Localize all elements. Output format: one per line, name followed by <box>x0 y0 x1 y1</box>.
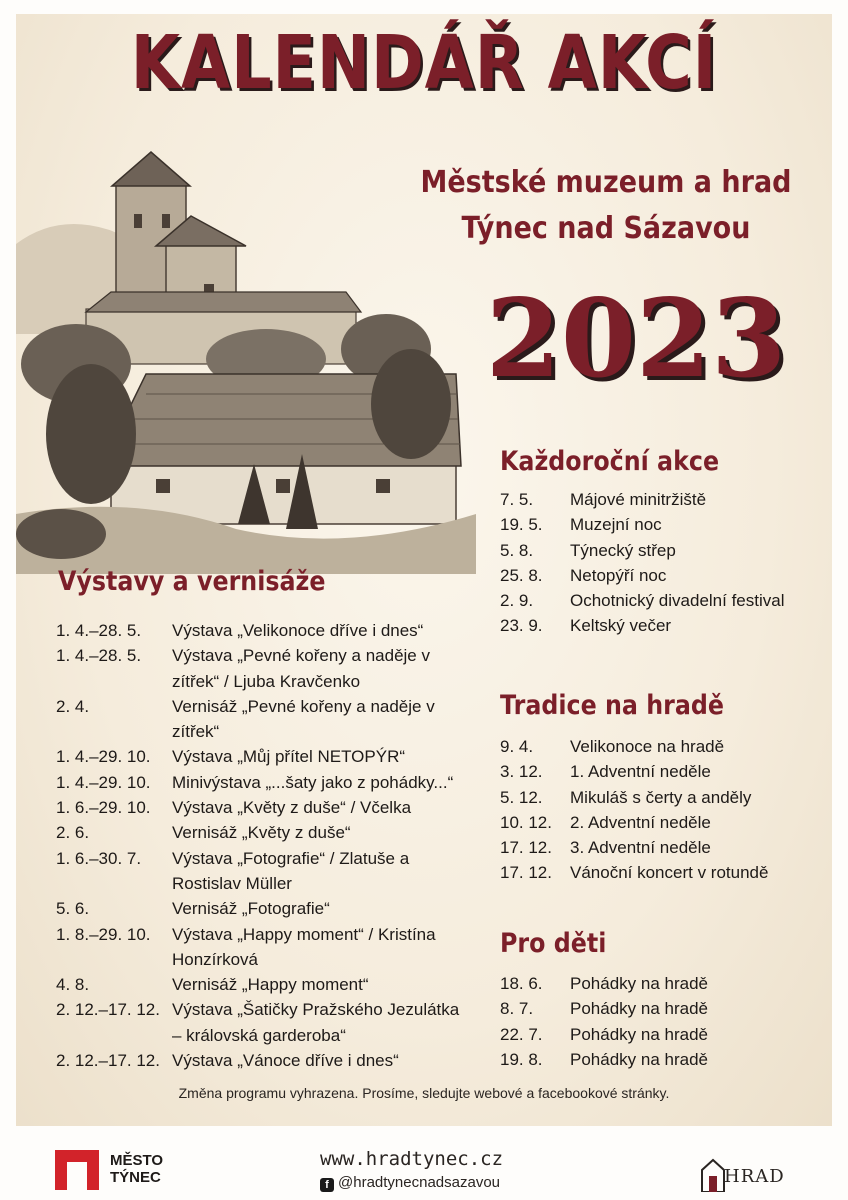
event-title: Vernisáž „Květy z duše“ <box>172 823 351 843</box>
event-date: 10. 12. <box>500 812 552 832</box>
event-date: 4. 8. <box>56 975 90 995</box>
event-row <box>500 487 785 512</box>
event-row <box>500 759 768 784</box>
facebook-link[interactable] <box>320 1174 500 1192</box>
event-title: Pohádky na hradě <box>570 999 708 1019</box>
event-row <box>56 643 468 694</box>
event-row <box>56 770 468 795</box>
castle-logo-icon <box>700 1158 726 1192</box>
event-title: Vánoční koncert v rotundě <box>570 863 769 883</box>
event-title: Výstava „Můj přítel NETOPÝR“ <box>172 747 406 767</box>
annual-events-list <box>500 487 785 639</box>
castle-illustration <box>16 134 476 574</box>
event-title: Pohádky na hradě <box>570 1049 708 1069</box>
event-row <box>500 996 708 1021</box>
event-row <box>56 922 468 973</box>
event-title: Výstava „Velikonoce dříve i dnes“ <box>172 621 424 640</box>
event-row <box>56 1048 468 1073</box>
event-title: Výstava „Květy z duše“ / Včelka <box>172 798 412 818</box>
event-title: Týnecký střep <box>570 540 676 560</box>
section-heading-kids: Pro děti <box>500 928 607 959</box>
event-date: 1. 4.–28. 5. <box>56 621 142 640</box>
event-row <box>500 538 785 563</box>
castle-logo-text: HRAD <box>724 1166 785 1187</box>
website-link[interactable]: www.hradtynec.cz <box>320 1148 504 1170</box>
city-logo-text <box>110 1152 163 1186</box>
event-date: 5. 8. <box>500 540 534 560</box>
event-row <box>500 563 785 588</box>
event-row <box>500 1047 708 1072</box>
event-title: Pohádky na hradě <box>570 1024 708 1044</box>
event-date: 8. 7. <box>500 999 534 1019</box>
city-logo-icon <box>55 1150 99 1190</box>
event-date: 1. 6.–30. 7. <box>56 848 142 868</box>
city-logo-line1: MĚSTO <box>110 1152 164 1169</box>
event-row <box>56 972 468 997</box>
event-title: Májové minitržiště <box>570 490 707 509</box>
event-date: 2. 9. <box>500 591 534 611</box>
section-heading-annual: Každoroční akce <box>500 446 720 477</box>
event-title: 2. Adventní neděle <box>570 812 711 832</box>
event-date: 5. 12. <box>500 787 543 807</box>
event-title: Výstava „Fotografie“ / Zlatuše a Rostislav Müller <box>172 848 410 893</box>
event-title: Velikonoce na hradě <box>570 737 725 756</box>
event-title: Minivýstava „...šaty jako z pohádky...“ <box>172 772 454 792</box>
event-date: 17. 12. <box>500 863 552 883</box>
event-date: 5. 6. <box>56 899 90 919</box>
event-date: 19. 8. <box>500 1049 543 1069</box>
event-date: 9. 4. <box>500 737 534 756</box>
event-date: 22. 7. <box>500 1024 543 1044</box>
poster <box>16 14 832 1126</box>
event-row <box>500 971 708 996</box>
event-date: 1. 6.–29. 10. <box>56 798 151 818</box>
event-title: Výstava „Šatičky Pražského Jezulátka – královská garderoba“ <box>172 1000 460 1045</box>
event-row <box>56 744 468 769</box>
city-logo-line2: TÝNEC <box>110 1169 161 1186</box>
event-title: Keltský večer <box>570 616 672 636</box>
event-title: Netopýří noc <box>570 565 667 585</box>
event-title: Výstava „Pevné kořeny a naděje v zítřek“ / Ljuba Kravčenko <box>172 646 430 691</box>
subtitle-institution: Městské muzeum a hrad <box>420 165 792 200</box>
year-heading: 2023 <box>485 276 787 402</box>
event-title: Vernisáž „Happy moment“ <box>172 975 369 995</box>
event-date: 2. 4. <box>56 696 90 716</box>
traditions-list <box>500 734 768 886</box>
kids-events-list <box>500 971 708 1072</box>
event-title: Vernisáž „Pevné kořeny a naděje v zítřek“ <box>172 696 435 742</box>
event-date: 18. 6. <box>500 974 543 993</box>
page-title: KALENDÁŘ AKCÍ <box>130 20 718 106</box>
event-title: Mikuláš s čerty a anděly <box>570 787 752 807</box>
event-date: 2. 12.–17. 12. <box>56 1051 160 1071</box>
event-row <box>500 588 785 613</box>
event-title: Pohádky na hradě <box>570 974 708 993</box>
event-date: 17. 12. <box>500 838 552 858</box>
event-row <box>500 734 768 759</box>
event-row <box>500 860 768 885</box>
event-row <box>500 810 768 835</box>
event-date: 19. 5. <box>500 515 543 535</box>
facebook-handle: @hradtynecnadsazavou <box>338 1174 500 1191</box>
event-row <box>500 1022 708 1047</box>
event-row <box>56 820 468 845</box>
event-row <box>56 694 468 745</box>
event-row <box>500 613 785 638</box>
event-row <box>500 512 785 537</box>
event-row <box>500 785 768 810</box>
event-row <box>56 997 468 1048</box>
event-title: 3. Adventní neděle <box>570 838 711 858</box>
castle-logo <box>700 1158 785 1196</box>
event-date: 3. 12. <box>500 762 543 782</box>
event-date: 1. 4.–29. 10. <box>56 772 151 792</box>
event-title: Muzejní noc <box>570 515 662 535</box>
facebook-icon: f <box>320 1178 334 1192</box>
event-title: Výstava „Happy moment“ / Kristína Honzírková <box>172 924 436 969</box>
event-date: 25. 8. <box>500 565 543 585</box>
event-title: Ochotnický divadelní festival <box>570 591 785 611</box>
event-date: 1. 8.–29. 10. <box>56 924 151 944</box>
event-title: Výstava „Vánoce dříve i dnes“ <box>172 1051 399 1071</box>
event-date: 2. 12.–17. 12. <box>56 1000 160 1020</box>
exhibitions-list <box>56 618 468 1073</box>
subtitle-town: Týnec nad Sázavou <box>461 211 751 246</box>
section-heading-traditions: Tradice na hradě <box>500 690 724 721</box>
event-row <box>56 618 468 643</box>
event-date: 7. 5. <box>500 490 534 509</box>
section-heading-exhibitions: Výstavy a vernisáže <box>58 566 326 597</box>
event-date: 1. 4.–28. 5. <box>56 646 142 666</box>
event-row <box>56 846 468 897</box>
event-row <box>56 795 468 820</box>
event-date: 2. 6. <box>56 823 90 843</box>
event-row <box>56 896 468 921</box>
event-title: 1. Adventní neděle <box>570 762 711 782</box>
event-date: 1. 4.–29. 10. <box>56 747 151 767</box>
event-date: 23. 9. <box>500 616 543 636</box>
event-title: Vernisáž „Fotografie“ <box>172 899 330 919</box>
event-row <box>500 835 768 860</box>
program-change-note: Změna programu vyhrazena. Prosíme, sledujte webové a facebookové stránky. <box>178 1085 670 1101</box>
